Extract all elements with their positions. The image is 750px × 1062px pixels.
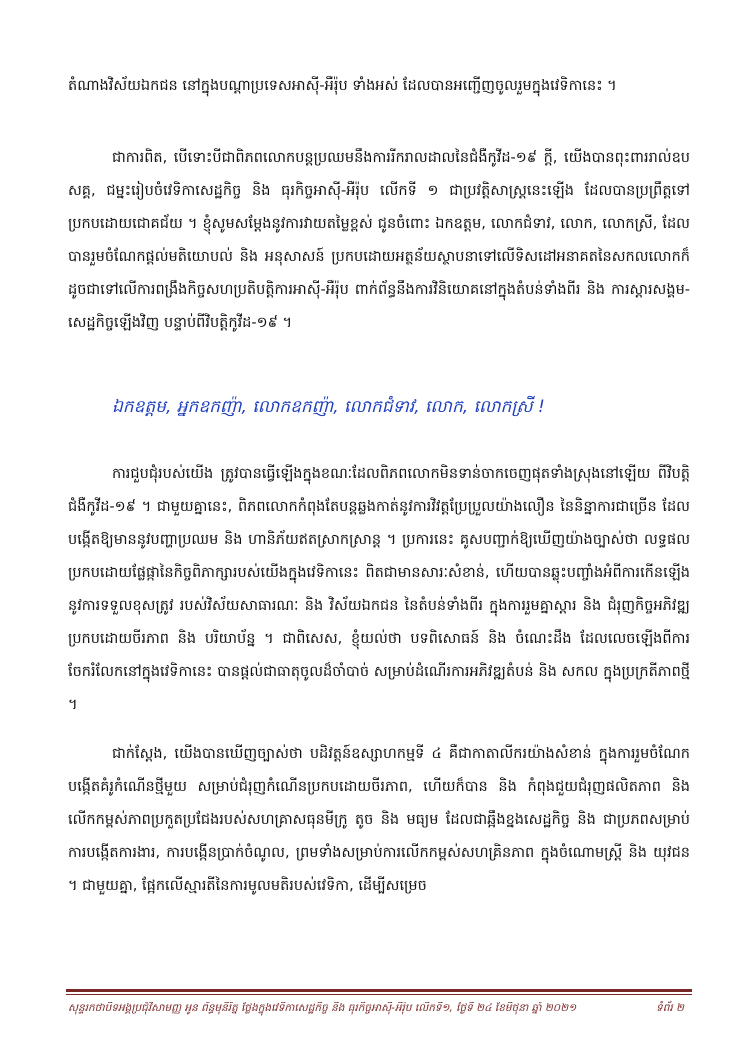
paragraph-4: ជាក់ស្ដែង, យើងបានឃើញច្បាស់ថា បដិវត្តន៍ឧស្សាហកម្មទី ៤ គឺជាកាតាលីករយ៉ាងសំខាន់ ក្នុងការរួមចំណែកបង្កើតគំរូកំណើនថ្មីមួយ សម្រាប់ជំរុញកំណើនប្រកបដោយចីរភាព, ហើយក៏បាន និង កំពុងជួយជំរុញផលិតភាព និង លើកកម្ពស់ភាពប្រកួតប្រជែងរបស់សហគ្រាសធុនមីក្រូ តូច និង មធ្យម ដែលជាឆ្អឹងខ្នងសេដ្ឋកិច្ច និង ជាប្រភពសម្រាប់ការបង្កើតការងារ, ការបង្កើនប្រាក់ចំណូល, ព្រមទាំងសម្រាប់ការលើកកម្ពស់សហគ្រិនភាព ក្នុងចំណោមស្ត្រី និង យុវជន ។ ជាមួយគ្នា, ផ្អែកលើស្មារតីនៃការមូលមតិរបស់វេទិកា, ដើម្បីសម្រេច xyxy=(68,746,690,894)
paragraph-2: ជាការពិត, បើទោះបីជាពិភពលោកបន្តប្រឈមនឹងការរីករាលដាលនៃជំងឺកូវីដ-១៩ ក្ដី, យើងបានពុះពាររាល់ឧបសគ្គ, ជម្នះរៀបចំវេទិកាសេដ្ឋកិច្ច និង ធុរកិច្ចអាស៊ី-អឺរ៉ុប លើកទី ១ ជាប្រវត្តិសាស្ត្រនេះឡើង ដែលបានប្រព្រឹត្តទៅប្រកបដោយជោគជ័យ ។ ខ្ញុំសូមសម្ដែងនូវការវាយតម្លៃខ្ពស់ ជូនចំពោះ ឯកឧត្តម, លោកជំទាវ, លោក, លោកស្រី, ដែលបានរួមចំណែកផ្ដល់មតិយោបល់ និង អនុសាសន៍ ប្រកបដោយអត្ថន័យស្ថាបនាទៅលើទិសដៅអនាគតនៃសកលលោកក៏ដូចជាទៅលើការពង្រឹងកិច្ចសហប្រតិបត្តិការអាស៊ី-អឺរ៉ុប ពាក់ព័ន្ធនឹងការវិនិយោគនៅក្នុងតំបន់ទាំងពីរ និង ការស្ដារសង្គម-សេដ្ឋកិច្ចឡើងវិញ បន្ទាប់ពីវិបត្តិកូវីដ-១៩ ។ xyxy=(68,150,690,331)
footer-divider xyxy=(66,989,692,992)
paragraph-3: ការជួបជុំរបស់យើង ត្រូវបានធ្វើឡើងក្នុងខណៈដែលពិភពលោកមិនទាន់ចាកចេញផុតទាំងស្រុងនៅឡើយ ពីវិបត្តិជំងឺកូវីដ-១៩ ។ ជាមួយគ្នានេះ, ពិភពលោកកំពុងតែបន្តឆ្លងកាត់នូវការវិវត្តប្រែប្រួលយ៉ាងលឿន នៃនិន្នាការជាច្រើន ដែលបង្កើតឱ្យមាននូវបញ្ហាប្រឈម និង ហានិភ័យឥតស្រាកស្រាន្ត ។ ប្រការនេះ គូសបញ្ជាក់ឱ្យឃើញយ៉ាងច្បាស់ថា លទ្ធផលប្រកបដោយផ្លែផ្កានៃកិច្ចពិភាក្សារបស់យើងក្នុងវេទិកានេះ ពិតជាមានសារៈសំខាន់, ហើយបានឆ្លុះបញ្ចាំងអំពីការកើនឡើងនូវការទទួលខុសត្រូវ របស់វិស័យសាធារណៈ និង វិស័យឯកជន នៃតំបន់ទាំងពីរ ក្នុងការរួមគ្នាស្ដារ និង ជំរុញកិច្ចអភិវឌ្ឍប្រកបដោយចីរភាព និង បរិយាប័ន្ន ។ ជាពិសេស, ខ្ញុំយល់ថា បទពិសោធន៍ និង ចំណេះដឹង ដែលលេចឡើងពីការចែករំលែកនៅក្នុងវេទិកានេះ បានផ្ដល់ជាធាតុចូលដ៏ចាំបាច់ សម្រាប់ដំណើរការអភិវឌ្ឍតំបន់ និង សកល ក្នុងប្រក្រតីភាពថ្មី ។ xyxy=(68,466,690,713)
paragraph-1: តំណាងវិស័យឯកជន នៅក្នុងបណ្ដាប្រទេសអាស៊ី-អឺរ៉ុប ទាំងអស់ ដែលបានអញ្ជើញចូលរួមក្នុងវេទិកានេះ ។ xyxy=(68,78,617,94)
footer-divider-thin xyxy=(66,994,692,995)
salutation-heading: ឯកឧត្តម, អ្នកឧកញ៉ា, លោកឧកញ៉ា, លោកជំទាវ, លោក, លោកស្រី ! xyxy=(112,397,545,417)
footer-caption: សុន្ទរកថាបិទអង្គប្រជុំវិសាមញ្ញ អូន ព័ន្ធមុនីរ័ត្ន ថ្លែងក្នុងវេទិកាសេដ្ឋកិច្ច និង ធុរកិច្ចអាស៊ី-អឺរ៉ុប លើកទី១, ថ្ងៃទី ២៤ ខែមិថុនា ឆ្នាំ ២០២១ xyxy=(68,1002,577,1014)
page-number: ទំព័រ ២ xyxy=(656,1002,684,1014)
